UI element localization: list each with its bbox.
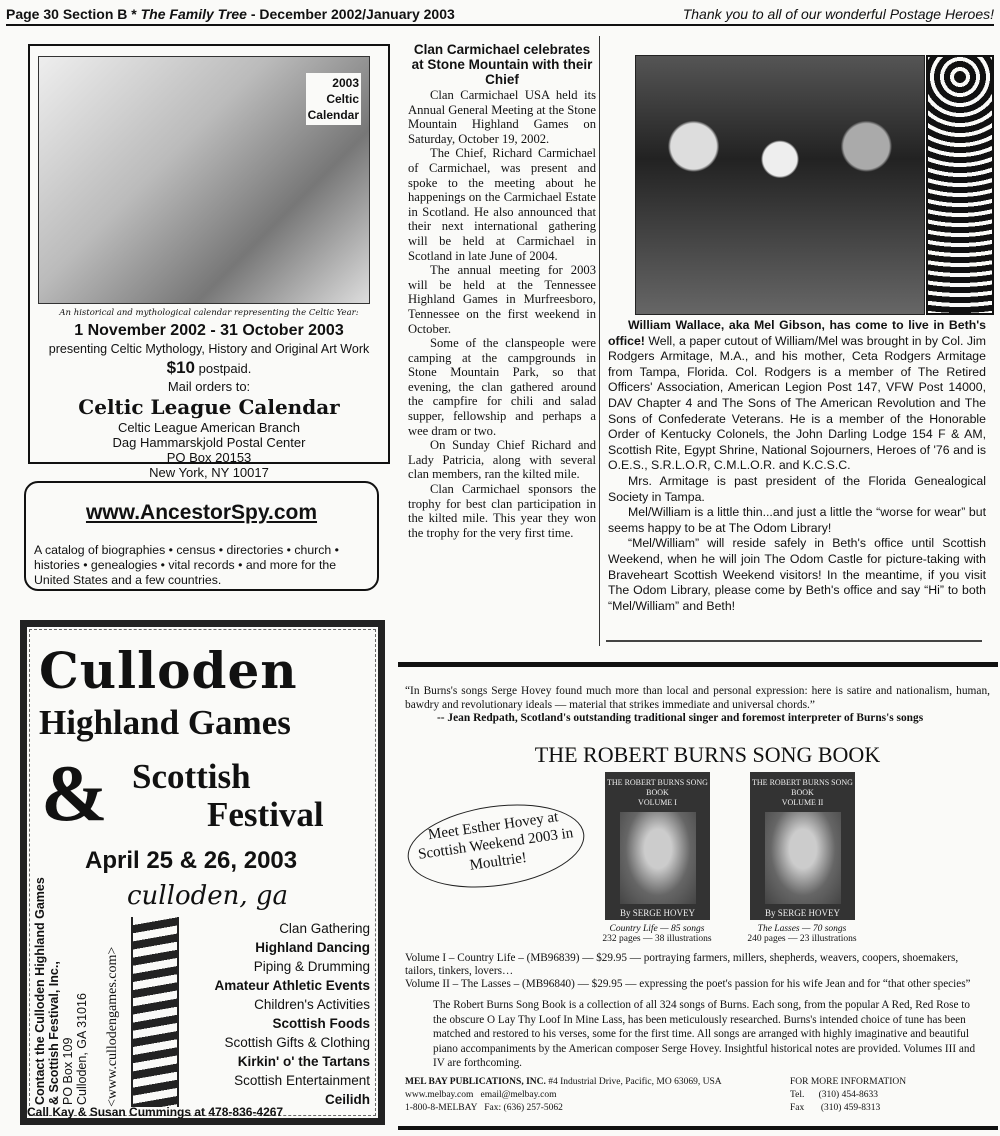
- issue-date: - December 2002/January 2003: [250, 6, 455, 22]
- culloden-call: Call Kay & Susan Cummings at 478-836-4267: [27, 1105, 284, 1119]
- article-paragraph: Clan Carmichael sponsors the trophy for best clan participation in the kilted mile. This year they won the trophy for the very first time.: [408, 482, 596, 540]
- activity-item: Highland Dancing: [255, 940, 370, 955]
- portrait: [765, 812, 841, 904]
- cal-presenting: presenting Celtic Mythology, History and Original Art Work: [48, 342, 370, 356]
- article-lead: William Wallace, aka Mel Gibson, has come to live in Beth's office!: [608, 318, 986, 348]
- article-paragraph: Mel/William is a little thin...and just a little the “worse for wear” but seems happy to be at The Odom Library!: [608, 505, 986, 535]
- publication-name: The Family Tree: [140, 6, 247, 22]
- article-headline: Clan Carmichael celebrates at Stone Mountain with their Chief: [411, 42, 593, 87]
- section: Section B *: [62, 6, 137, 22]
- caption-line: 232 pages — 38 illustrations: [602, 934, 712, 944]
- tel-label: Tel.: [790, 1090, 805, 1100]
- cal-kind1: Celtic: [326, 92, 359, 106]
- cal-tagline: An historical and mythological calendar representing the Celtic Year:: [59, 308, 359, 318]
- culloden-title: Culloden: [39, 641, 298, 700]
- divider: [606, 640, 982, 642]
- activity-item: Kirkin' o' the Tartans: [237, 1054, 370, 1069]
- article-paragraph: Clan Carmichael USA held its Annual General Meeting at the Stone Mountain Highland Games on Saturday, October 19, 2002.: [408, 88, 596, 146]
- publisher-name: MEL BAY PUBLICATIONS, INC.: [405, 1077, 546, 1087]
- article-paragraph: On Sunday Chief Richard and Lady Patricia, along with several clan members, ran the kilted mile.: [408, 438, 596, 482]
- publisher-phone: 1-800-8-MELBAY: [405, 1103, 478, 1113]
- book-cover-vol2: [750, 772, 855, 920]
- cal-year: 2003: [332, 76, 359, 90]
- wallace-article: [608, 318, 986, 614]
- activity-item: Children's Activities: [254, 997, 370, 1012]
- caption-line: The Lasses — 70 songs: [757, 924, 847, 934]
- volume-1: Volume I – Country Life – (MB96839) — $29.95 — portraying farmers, millers, shepherds, weavers, coopers, shoemakers, tailors, tinkers, lovers…: [405, 952, 959, 977]
- divider-thick: [398, 662, 998, 667]
- portrait: [620, 812, 696, 904]
- addr-line: PO Box 20153: [166, 450, 252, 465]
- page-header: [6, 4, 994, 26]
- publisher-email[interactable]: email@melbay.com: [480, 1090, 557, 1100]
- info-heading: FOR MORE INFORMATION: [790, 1077, 907, 1087]
- culloden-contact: [33, 855, 89, 1105]
- book-caption: [737, 924, 867, 944]
- addr-line: New York, NY 10017: [149, 465, 269, 480]
- activity-item: Ceilidh: [324, 1092, 370, 1107]
- scottish-word: Scottish: [132, 757, 251, 796]
- book-cover-vol1: [605, 772, 710, 920]
- article-paragraph: “Mel/William” will reside safely in Beth's office until Scottish Weekend, when he will join The Odom Castle for picture-taking with Braveheart Scottish Weekend visitors! In the meantime, if you visit The Odom Library, please come by Beth's office and say “Hi” to both “Mel/William” and Beth!: [608, 536, 986, 613]
- cover-title: THE ROBERT BURNS SONG BOOK: [752, 778, 853, 797]
- fax-label: Fax: [790, 1103, 805, 1113]
- culloden-web[interactable]: <www.cullodengames.com>: [105, 946, 120, 1107]
- tel-number: (310) 454-8633: [818, 1090, 878, 1100]
- culloden-ad: [20, 620, 385, 1125]
- burns-quote: “In Burns's songs Serge Hovey found much more than local and personal expression: here is satire and nationalism, human, bawdry and revolutionary ideals — material that strikes immediate and universal chords.”: [405, 685, 990, 711]
- book-caption: [592, 924, 722, 944]
- article-paragraph: The Chief, Richard Carmichael of Carmichael, was present and spoke to the meeting about he happenings on the Carmichael Estate in Scotland. He also announced that their next international gathering will be held at Carmichael in Scotland in late June of 2004.: [408, 146, 596, 263]
- divider-bottom: [398, 1126, 998, 1130]
- burns-title: THE ROBERT BURNS SONG BOOK: [534, 742, 881, 767]
- cover-author: By SERGE HOVEY: [764, 908, 840, 918]
- addr-line: Celtic League American Branch: [117, 420, 301, 435]
- article-paragraph: Mrs. Armitage is past president of the Florida Genealogical Society in Tampa.: [608, 473, 986, 504]
- cover-title: THE ROBERT BURNS SONG BOOK: [607, 778, 708, 797]
- cal-kind2: Calendar: [307, 108, 359, 122]
- caption-line: Country Life — 85 songs: [609, 924, 705, 934]
- caption-line: 240 pages — 23 illustrations: [747, 934, 857, 944]
- festival-word: Festival: [207, 795, 324, 834]
- cal-mail: Mail orders to:: [167, 379, 251, 394]
- ancestorspy-ad: [24, 481, 379, 591]
- activity-item: Piping & Drumming: [253, 959, 370, 974]
- column-divider: [599, 36, 600, 646]
- activity-item: Scottish Entertainment: [234, 1073, 370, 1088]
- ancestorspy-desc: A catalog of biographies • census • directories • church • histories • genealogies • vital records • and more for the United States and a few countries.: [34, 543, 339, 587]
- culloden-date: April 25 & 26, 2003: [85, 847, 298, 874]
- activity-item: Scottish Foods: [272, 1016, 370, 1031]
- article-paragraph: Well, a paper cutout of William/Mel was brought in by Col. Jim Rodgers Armitage, M.A., and his mother, Ceta Rodgers Armitage from Tampa, Florida. Col. Rodgers is a member of The Retired Officers' Association, American Legion Post 147, VFW Post 14000, DAV Chapter 4 and The Sons of The American Revolution and The Sons of Confederate Veterans. He is a member of the Honorable Order of Kentucky Colonels, the John Darling Lodge 154 F & AM, Scottish Rite, Egypt Shrine, National Sojourners, Heroes of '76 and is O.E.S., S.R.L.O.R, C.M.L.O.R. and K.C.S.C.: [608, 333, 986, 473]
- price-value: $10: [166, 358, 195, 377]
- header-thanks: Thank you to all of our wonderful Postage Heroes!: [682, 6, 994, 22]
- publisher-address: #4 Industrial Drive, Pacific, MO 63069, USA: [548, 1077, 722, 1087]
- contact-line: PO Box 109: [61, 1037, 75, 1105]
- cal-dates: 1 November 2002 - 31 October 2003: [74, 322, 344, 339]
- publisher-web[interactable]: www.melbay.com: [405, 1090, 474, 1100]
- celtic-calendar-ad: [28, 44, 390, 480]
- celtic-knot-border: [926, 55, 994, 315]
- article-paragraph: Some of the clanspeople were camping at the campgrounds in Stone Mountain Park, so that evening, the clan gathered around the campfire for chili and salad supper, fellowship and perhaps a wee dram or two.: [408, 336, 596, 438]
- celtic-illustration: [38, 56, 370, 304]
- culloden-subtitle: Highland Games: [39, 703, 291, 742]
- price-note: postpaid.: [198, 361, 252, 376]
- volume-2: Volume II – The Lasses – (MB96840) — $29.95 — expressing the poet's passion for his wife Jean and for “that other species”: [405, 978, 971, 990]
- article-paragraph: The annual meeting for 2003 will be held at the Tennessee Highland Games in Murfreesboro, Tennessee on the first weekend in October.: [408, 263, 596, 336]
- wallace-photo: [635, 55, 925, 315]
- page-number: Page 30: [6, 6, 59, 22]
- contact-line: & Scottish Festival, Inc.,: [47, 961, 61, 1105]
- burns-attribution: -- Jean Redpath, Scotland's outstanding traditional singer and foremost interpreter of Burns's songs: [437, 712, 924, 724]
- addr-line: Dag Hammarskjold Postal Center: [112, 435, 306, 450]
- culloden-place: culloden, ga: [127, 881, 289, 911]
- activity-list: [214, 919, 370, 1109]
- contact-line: Culloden, GA 31016: [75, 993, 89, 1105]
- cover-author: By SERGE HOVEY: [619, 908, 695, 918]
- event-bubble: Meet Esther Hovey at Scottish Weekend 2003 in Moultrie!: [402, 794, 589, 898]
- volume-list: [405, 952, 990, 991]
- burns-description: The Robert Burns Song Book is a collection of all 324 songs of Burns. Each song, from the popular A Red, Red Rose to the obscure O Lay Thy Loof In Mine Lass, has been meticulously researched. Burns's intended choice of tune has been matched and restored to his verses, some for the first time. All songs are arranged with highly imaginative and beautiful piano accompaniments by the American composer Serge Hovey. Insightful historical notes are provided. Volumes III and IV are forthcoming.: [433, 999, 976, 1069]
- cover-vol: VOLUME I: [638, 798, 677, 807]
- activity-item: Amateur Athletic Events: [214, 978, 370, 993]
- clan-carmichael-article: [408, 42, 596, 540]
- publisher-fax: Fax: (636) 257-5062: [484, 1103, 563, 1113]
- cal-name: Celtic League Calendar: [78, 395, 340, 419]
- fax-number: (310) 459-8313: [820, 1103, 881, 1113]
- burns-songbook-ad: [405, 684, 990, 1124]
- ancestorspy-url[interactable]: www.AncestorSpy.com: [85, 501, 318, 524]
- cal-address: [30, 420, 388, 480]
- cal-price: [30, 358, 388, 378]
- contact-line: Contact the Culloden Highland Games: [33, 877, 47, 1105]
- cover-vol: VOLUME II: [781, 798, 824, 807]
- activity-item: Scottish Gifts & Clothing: [224, 1035, 370, 1050]
- activity-item: Clan Gathering: [279, 921, 370, 936]
- ampersand: &: [41, 750, 108, 838]
- flag-stars-icon: [131, 917, 179, 1107]
